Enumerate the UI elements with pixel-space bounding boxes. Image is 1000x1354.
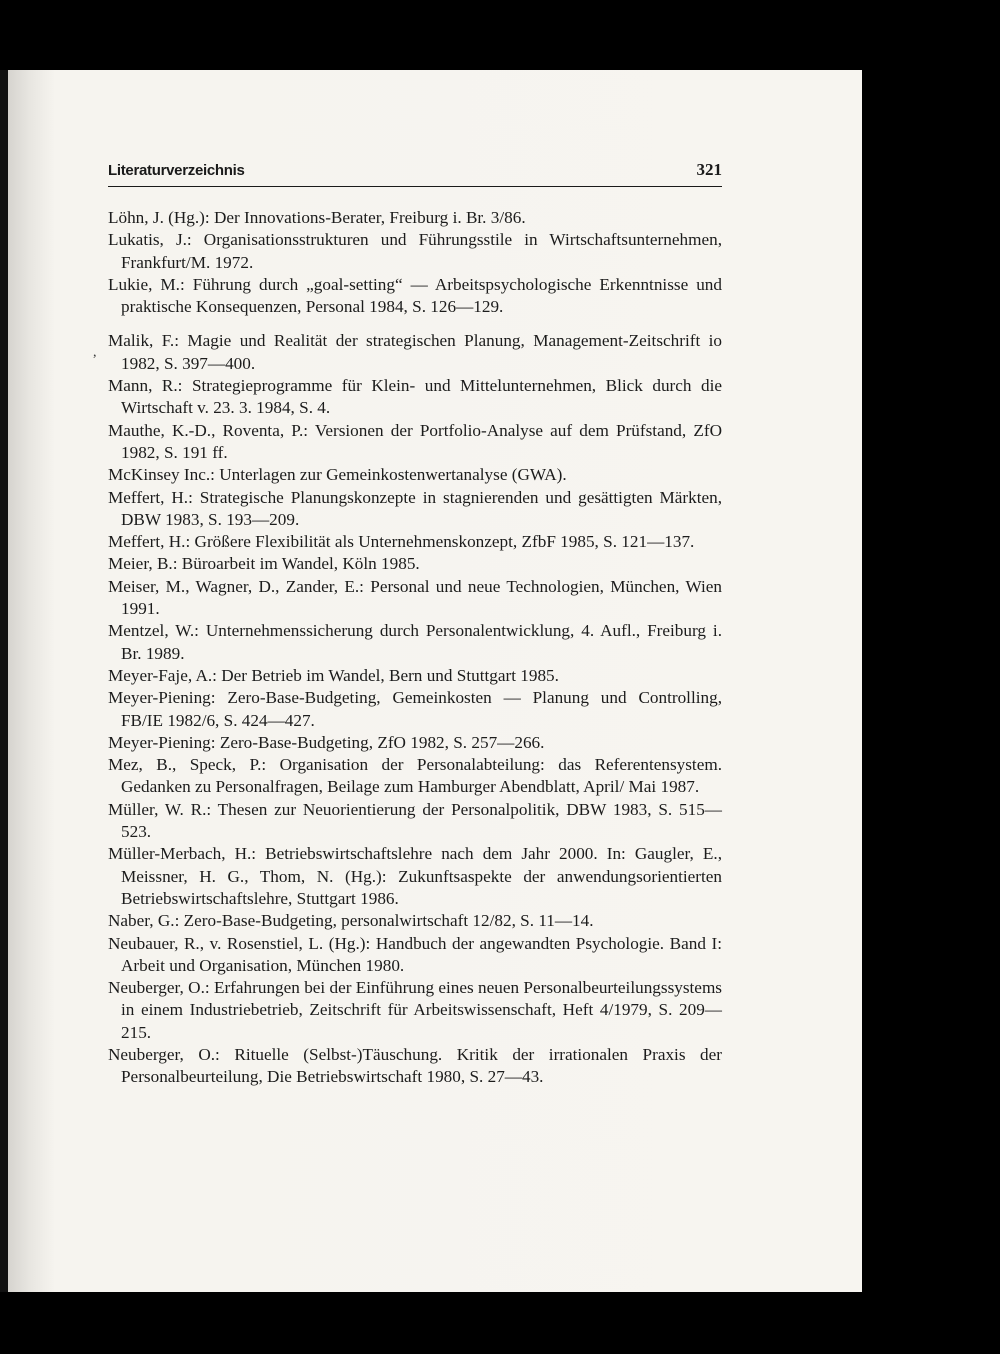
bibliography-entry: Neuberger, O.: Erfahrungen bei der Einführung eines neuen Personalbeurteilungssystems in einem Industriebetrieb, Zeitschrift für Arbeitswissenschaft, Heft 4/1979, S. 209—215. <box>108 978 722 1042</box>
bibliography-entry: Löhn, J. (Hg.): Der Innovations-Berater, Freiburg i. Br. 3/86. <box>108 208 526 227</box>
bibliography-entry: Meffert, H.: Strategische Planungskonzepte in stagnierenden und gesättigten Märkten, DBW 1983, S. 193—209. <box>108 487 722 529</box>
bibliography-entry: Malik, F.: Magie und Realität der strategischen Planung, Management-Zeitschrift io 1982, S. 397—400. <box>108 331 722 373</box>
bibliography-entry: Meiser, M., Wagner, D., Zander, E.: Personal und neue Technologien, München, Wien 1991. <box>108 576 722 619</box>
bibliography-entry: McKinsey Inc.: Unterlagen zur Gemeinkostenwertanalyse (GWA). <box>108 465 567 485</box>
bibliography-entry: Meyer-Piening: Zero-Base-Budgeting, ZfO 1982, S. 257—266. <box>108 732 545 752</box>
bibliography-entry: Mez, B., Speck, P.: Organisation der Personalabteilung: das Referentensystem. Gedanken zu Personalfragen, Beilage zum Hamburger Abendblatt, April/ Mai 1987. <box>108 755 722 797</box>
bibliography-entry: Mann, R.: Strategieprogramme für Klein- und Mittelunternehmen, Blick durch die Wirtschaft v. 23. 3. 1984, S. 4. <box>108 376 722 418</box>
bibliography-entry: Neuberger, O.: Rituelle (Selbst-)Täuschung. Kritik der irrationalen Praxis der Personalbeurteilung, Die Betriebswirtschaft 1980, S. 27—43. <box>108 1044 722 1087</box>
bibliography-entry: Müller-Merbach, H.: Betriebswirtschaftslehre nach dem Jahr 2000. In: Gaugler, E., Meissner, H. G., Thom, N. (Hg.): Zukunftsaspekte der anwendungsorientierten Betriebswirtschaftslehre, Stuttgart 1986. <box>108 844 722 908</box>
bibliography-entry: Meyer-Piening: Zero-Base-Budgeting, Gemeinkosten — Planung und Controlling, FB/IE 1982/6, S. 424—427. <box>108 688 722 730</box>
bibliography-entry: Naber, G.: Zero-Base-Budgeting, personalwirtschaft 12/82, S. 11—14. <box>108 911 594 931</box>
margin-mark: , <box>93 345 97 360</box>
page-gutter-shadow <box>0 70 8 1292</box>
running-head-title: Literaturverzeichnis <box>108 162 245 179</box>
running-head <box>108 160 722 187</box>
bibliography-entry: Meyer-Faje, A.: Der Betrieb im Wandel, Bern und Stuttgart 1985. <box>108 665 559 685</box>
bibliography-entry: Mauthe, K.-D., Roventa, P.: Versionen der Portfolio-Analyse auf dem Prüfstand, ZfO 1982, S. 191 ff. <box>108 420 722 462</box>
bibliography-list <box>108 207 722 1089</box>
bibliography-entry: Meier, B.: Büroarbeit im Wandel, Köln 1985. <box>108 554 420 574</box>
bibliography-entry: Lukatis, J.: Organisationsstrukturen und Führungsstile in Wirtschaftsunternehmen, Frankfurt/M. 1972. <box>108 230 722 272</box>
page-number: 321 <box>696 160 722 179</box>
bibliography-entry: Müller, W. R.: Thesen zur Neuorientierung der Personalpolitik, DBW 1983, S. 515—523. <box>108 799 722 842</box>
bibliography-entry: Lukie, M.: Führung durch „goal-setting“ — Arbeitspsychologische Erkenntnisse und praktische Konsequenzen, Personal 1984, S. 126—129. <box>108 274 722 317</box>
bibliography-entry: Neubauer, R., v. Rosenstiel, L. (Hg.): Handbuch der angewandten Psychologie. Band I: Arbeit und Organisation, München 1980. <box>108 933 722 975</box>
bibliography-entry: Meffert, H.: Größere Flexibilität als Unternehmenskonzept, ZfbF 1985, S. 121—137. <box>108 532 695 552</box>
bibliography-entry: Mentzel, W.: Unternehmenssicherung durch Personalentwicklung, 4. Aufl., Freiburg i. Br. 1989. <box>108 621 722 663</box>
